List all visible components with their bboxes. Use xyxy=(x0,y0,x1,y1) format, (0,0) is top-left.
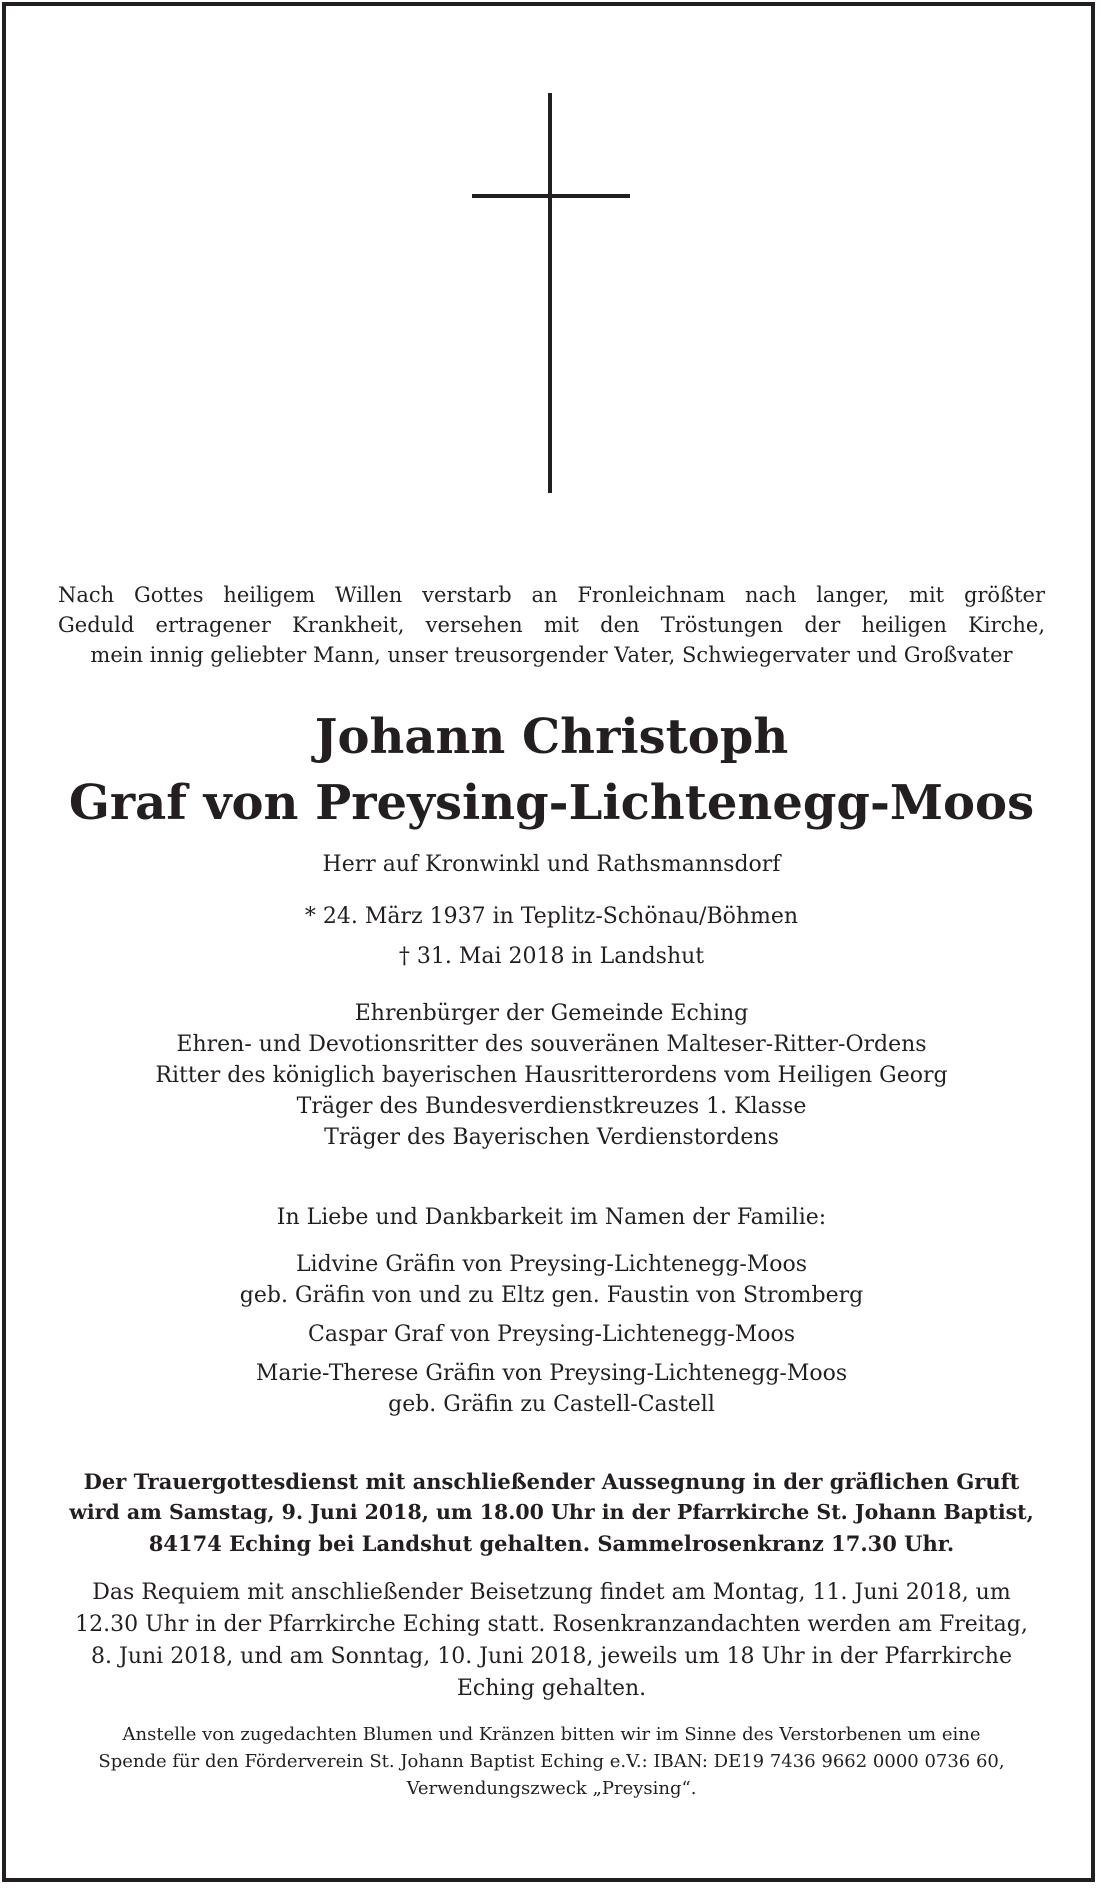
cross-horizontal-bar xyxy=(472,194,630,198)
donation-line: Anstelle von zugedachten Blumen und Kränzen bitten wir im Sinne des Verstorbenen um eine xyxy=(122,1724,981,1745)
family-member-name: Lidvine Gräfin von Preysing-Lichtenegg-Moos xyxy=(295,1252,808,1277)
honor-item: Ehren- und Devotionsritter des souveränen Malteser-Ritter-Ordens xyxy=(176,1032,927,1057)
service-line: Der Trauergottesdienst mit anschließender Aussegnung in der gräflichen Gruft xyxy=(83,1469,1020,1494)
family-member-name: Caspar Graf von Preysing-Lichtenegg-Moos xyxy=(308,1322,795,1347)
intro-line: Geduld ertragener Krankheit, versehen mit den Tröstungen der heiligen Kirche, xyxy=(58,613,1045,637)
family-member-maiden-name: geb. Gräfin von und zu Eltz gen. Faustin von Stromberg xyxy=(239,1283,864,1308)
honor-item: Träger des Bayerischen Verdienstordens xyxy=(324,1125,779,1150)
requiem-line: Eching gehalten. xyxy=(456,1676,647,1701)
family-member-maiden-name: geb. Gräfin zu Castell-Castell xyxy=(388,1392,715,1417)
obituary-content xyxy=(58,580,1045,1802)
donation-line: Spende für den Förderverein St. Johann Baptist Eching e.V.: IBAN: DE19 7436 9662 0000 0736 60, xyxy=(98,1751,1005,1772)
intro-line: Nach Gottes heiligem Willen verstarb an Fronleichnam nach langer, mit größter xyxy=(58,583,1045,607)
family-member xyxy=(58,1249,1045,1311)
honors-list xyxy=(58,998,1045,1153)
requiem-line: 8. Juni 2018, und am Sonntag, 10. Juni 2018, jeweils um 18 Uhr in der Pfarrkirche xyxy=(91,1644,1012,1669)
intro-line: mein innig geliebter Mann, unser treusorgender Vater, Schwiegervater und Großvater xyxy=(90,643,1013,667)
funeral-service-notice xyxy=(58,1466,1045,1559)
donation-line: Verwendungszweck „Preysing“. xyxy=(406,1778,697,1799)
donation-notice xyxy=(58,1721,1045,1802)
deceased-name-line2: Graf von Preysing-Lichtenegg-Moos xyxy=(68,775,1035,831)
honor-item: Ritter des königlich bayerischen Hausritterordens vom Heiligen Georg xyxy=(155,1063,948,1088)
family-intro: In Liebe und Dankbarkeit im Namen der Familie: xyxy=(276,1205,827,1230)
deceased-name-line1: Johann Christoph xyxy=(314,709,789,765)
family-member-name: Marie-Therese Gräfin von Preysing-Lichtenegg-Moos xyxy=(255,1361,848,1386)
honor-item: Ehrenbürger der Gemeinde Eching xyxy=(354,1001,749,1026)
honor-item: Träger des Bundesverdienstkreuzes 1. Klasse xyxy=(296,1094,807,1119)
service-line: wird am Samstag, 9. Juni 2018, um 18.00 Uhr in der Pfarrkirche St. Johann Baptist, xyxy=(69,1500,1034,1524)
family-member xyxy=(58,1319,1045,1350)
death-date: † 31. Mai 2018 in Landshut xyxy=(398,944,705,969)
intro-paragraph xyxy=(58,580,1045,670)
deceased-title: Herr auf Kronwinkl und Rathsmannsdorf xyxy=(322,852,781,877)
requiem-line: 12.30 Uhr in der Pfarrkirche Eching statt. Rosenkranzandachten werden am Freitag, xyxy=(75,1612,1028,1637)
birth-date: * 24. März 1937 in Teplitz-Schönau/Böhmen xyxy=(304,904,799,929)
cross-vertical-bar xyxy=(548,93,552,493)
deceased-name xyxy=(58,704,1045,836)
requiem-line: Das Requiem mit anschließender Beisetzung findet am Montag, 11. Juni 2018, um xyxy=(92,1580,1011,1605)
requiem-notice xyxy=(58,1577,1045,1705)
service-line: 84174 Eching bei Landshut gehalten. Sammelrosenkranz 17.30 Uhr. xyxy=(148,1531,955,1556)
family-member xyxy=(58,1358,1045,1420)
